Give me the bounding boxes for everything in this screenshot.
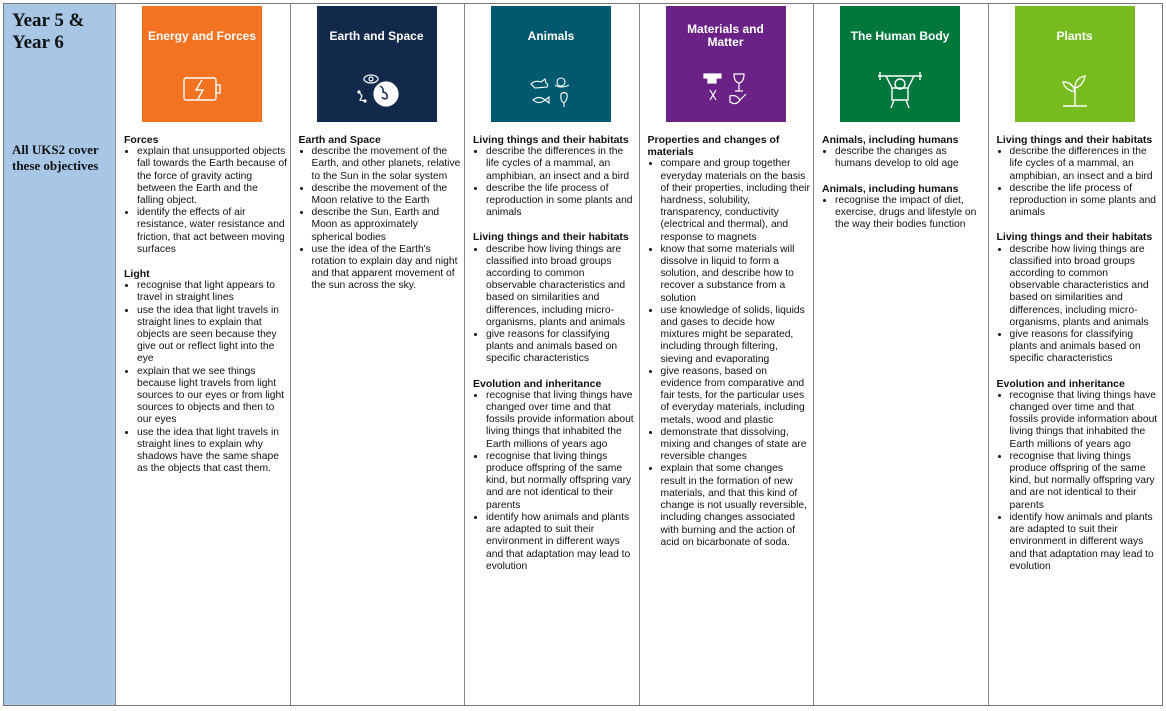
- objective-item: • recognise that living things produce offspring of the same kind, but normally offspring vary and are not identical to their parents: [486, 451, 637, 512]
- objective-item: • identify the effects of air resistance, water resistance and friction, that act between moving surfaces: [137, 207, 288, 256]
- objective-item: • use knowledge of solids, liquids and gases to decide how mixtures might be separated, including through filtering, sieving and evaporating: [661, 305, 812, 366]
- subject-column: [640, 4, 815, 705]
- section-heading: Living things and their habitats: [473, 134, 629, 146]
- objective-item: • describe the movement of the Moon relative to the Earth: [312, 183, 463, 207]
- objective-item: • give reasons, based on evidence from comparative and fair tests, for the particular uses of everyday materials, including metals, wood and plastic: [661, 366, 812, 427]
- section-heading: Forces: [124, 134, 159, 146]
- objective-list: [822, 146, 986, 170]
- section-heading: Living things and their habitats: [473, 231, 629, 244]
- objectives-content: [822, 134, 986, 243]
- objective-item: • explain that unsupported objects fall towards the Earth because of the force of gravity acting between the Earth and the falling object.: [137, 146, 288, 207]
- objective-section: [124, 134, 288, 256]
- objective-item: • identify how animals and plants are adapted to suit their environment in different ways and that adaptation may lead to evolution: [486, 512, 637, 573]
- subject-title: Plants: [1056, 28, 1093, 43]
- battery-charge-icon: [172, 70, 232, 110]
- objective-item: • recognise the impact of diet, exercise, drugs and lifestyle on the way their bodies function: [835, 195, 986, 232]
- objective-item: • describe the life process of reproduction in some plants and animals: [486, 183, 637, 220]
- subject-column: [814, 4, 989, 705]
- section-heading: Evolution and inheritance: [996, 377, 1125, 390]
- objective-item: • describe the life process of reproduction in some plants and animals: [1010, 183, 1161, 220]
- objectives-content: [473, 134, 637, 585]
- objective-list: [124, 146, 288, 256]
- objective-list: [124, 280, 288, 475]
- subject-column: [465, 4, 640, 705]
- section-heading: Properties and changes of materials: [647, 134, 780, 159]
- objective-section: [473, 378, 637, 573]
- objective-item: • recognise that living things have changed over time and that fossils provide information about living things that inhabited the Earth millions of years ago: [1010, 390, 1161, 451]
- subject-tile: [491, 6, 611, 122]
- subject-tile: [840, 6, 960, 122]
- objective-item: • explain that we see things because light travels from light sources to our eyes or from light sources to objects and then to our eyes: [137, 366, 288, 427]
- subject-title: Earth and Space: [329, 28, 424, 43]
- year-label: Year 5 & Year 6: [12, 10, 85, 53]
- planets-icon: [347, 70, 407, 110]
- section-heading: Living things and their habitats: [996, 231, 1153, 244]
- objective-item: • describe how living things are classified into broad groups according to common observable characteristics and based on similarities and differences, including micro-organisms, plants and animals: [486, 244, 637, 329]
- objective-item: • recognise that living things have changed over time and that fossils provide information about living things that inhabited the Earth millions of years ago: [486, 390, 637, 451]
- objective-item: • know that some materials will dissolve in liquid to form a solution, and describe how to recover a substance from a solution: [661, 244, 812, 305]
- objectives-content: [648, 134, 812, 561]
- objective-section: [124, 268, 288, 475]
- objective-item: • recognise that living things produce offspring of the same kind, but normally offspring vary and are not identical to their parents: [1010, 451, 1161, 512]
- subject-column: [989, 4, 1163, 705]
- curriculum-table: [3, 3, 1163, 706]
- objective-section: [299, 134, 463, 293]
- subject-title: Materials and Matter: [687, 22, 764, 49]
- section-heading: Evolution and inheritance: [473, 377, 602, 390]
- objective-item: • identify how animals and plants are adapted to suit their environment in different ways and that adaptation may lead to evolution: [1010, 512, 1161, 573]
- objective-section: [822, 183, 986, 232]
- objective-item: • describe how living things are classified into broad groups according to common observable characteristics and based on similarities and differences, including micro-organisms, plants and animals: [1010, 244, 1161, 329]
- section-heading: Animals, including humans: [822, 134, 959, 146]
- section-heading: Living things and their habitats: [996, 134, 1153, 146]
- objective-item: • use the idea of the Earth's rotation to explain day and night and that apparent movement of the sun across the sky.: [312, 244, 463, 293]
- objectives-content: [124, 134, 288, 487]
- objective-list: [822, 195, 986, 232]
- objective-item: • compare and group together everyday materials on the basis of their properties, including their hardness, solubility, transparency, conductivity (electrical and thermal), and response to magnets: [661, 158, 812, 243]
- objective-list: [997, 390, 1161, 573]
- subject-tile: [666, 6, 786, 122]
- coverage-note: All UKS2 cover these objectives: [12, 142, 99, 173]
- objective-list: [473, 146, 637, 219]
- subject-title: Energy and Forces: [147, 28, 257, 43]
- section-heading: Animals, including humans: [822, 182, 959, 195]
- objective-list: [997, 146, 1161, 219]
- objective-list: [473, 390, 637, 573]
- objective-section: [997, 134, 1161, 219]
- objective-item: • explain that some changes result in the formation of new materials, and that this kind of change is not usually reversible, including changes associated with burning and the action of acid on bicarbonate of soda.: [661, 463, 812, 548]
- subject-column: [291, 4, 466, 705]
- section-heading: Earth and Space: [298, 134, 381, 146]
- objective-item: • describe the Sun, Earth and Moon as approximately spherical bodies: [312, 207, 463, 244]
- section-heading: Light: [124, 268, 150, 281]
- animals-icon: [521, 70, 581, 110]
- objective-section: [997, 378, 1161, 573]
- objectives-content: [997, 134, 1161, 585]
- subject-tile: [317, 6, 437, 122]
- materials-icon: [696, 70, 756, 110]
- objective-item: • describe the differences in the life cycles of a mammal, an amphibian, an insect and a bird: [486, 146, 637, 183]
- year-sidebar: [4, 4, 116, 705]
- objective-item: • use the idea that light travels in straight lines to explain why shadows have the same shape as the objects that cast them.: [137, 427, 288, 476]
- objective-section: [473, 134, 637, 219]
- objective-item: • demonstrate that dissolving, mixing and changes of state are reversible changes: [661, 427, 812, 464]
- objective-list: [299, 146, 463, 292]
- objective-list: [473, 244, 637, 366]
- subject-tile: [1015, 6, 1135, 122]
- objective-list: [997, 244, 1161, 366]
- objective-section: [822, 134, 986, 171]
- subject-tile: [142, 6, 262, 122]
- objective-section: [997, 231, 1161, 365]
- subject-title: Animals: [527, 28, 575, 43]
- objective-item: • give reasons for classifying plants and animals based on specific characteristics: [1010, 329, 1161, 366]
- objectives-content: [299, 134, 463, 305]
- objective-item: • give reasons for classifying plants and animals based on specific characteristics: [486, 329, 637, 366]
- objective-section: [648, 134, 812, 549]
- objective-item: • describe the differences in the life cycles of a mammal, an amphibian, an insect and a bird: [1010, 146, 1161, 183]
- objective-section: [473, 231, 637, 365]
- objective-item: • use the idea that light travels in straight lines to explain that objects are seen because they give out or reflect light into the eye: [137, 305, 288, 366]
- objective-item: • describe the movement of the Earth, and other planets, relative to the Sun in the solar system: [312, 146, 463, 183]
- subject-title: The Human Body: [850, 28, 950, 43]
- objective-list: [648, 158, 812, 549]
- objective-item: • recognise that light appears to travel in straight lines: [137, 280, 288, 304]
- subject-column: [116, 4, 291, 705]
- objective-item: • describe the changes as humans develop to old age: [835, 146, 986, 170]
- weightlifter-icon: [870, 70, 930, 110]
- sprout-icon: [1045, 70, 1105, 110]
